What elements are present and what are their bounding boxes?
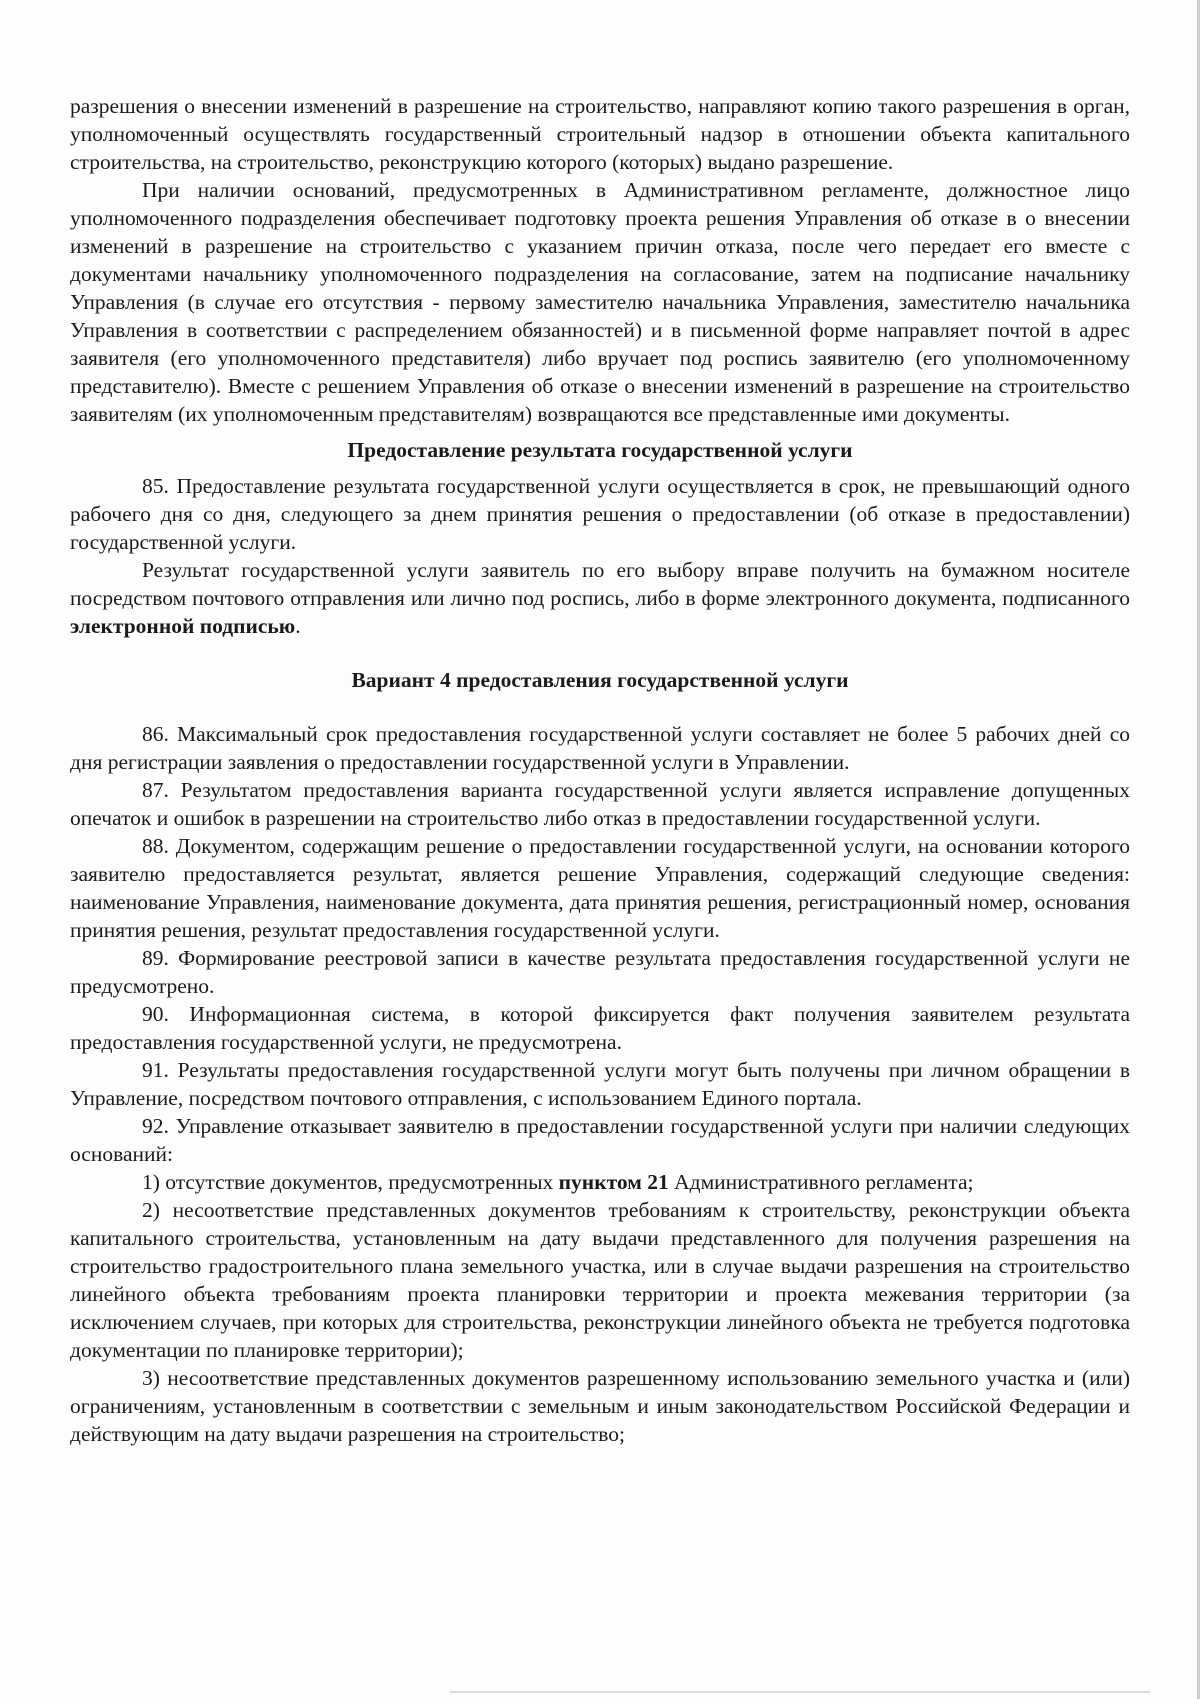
paragraph-result-text: Результат государственной услуги заявитель по его выбору вправе получить на бумажном носителе посредством почтового отправления или лично под роспись, либо в форме электронного документа, подписанного bbox=[70, 558, 1130, 610]
paragraph-85: 85. Предоставление результата государственной услуги осуществляется в срок, не превышающий одного рабочего дня со дня, следующего за днем принятия решения о предоставлении (об отказе в предоставлении) государственной услуги. bbox=[70, 474, 1130, 554]
paragraph-intro: разрешения о внесении изменений в разрешение на строительство, направляют копию такого разрешения в орган, уполномоченный осуществлять государственный строительный надзор в отношении объекта капитального строительства, на строительство, реконструкцию которого (которых) выдано разрешение. bbox=[70, 94, 1130, 174]
paragraph-result-receipt bbox=[70, 556, 1130, 640]
list-item-1-text: 1) отсутствие документов, предусмотренных bbox=[142, 1170, 559, 1194]
heading-result: Предоставление результата государственной услуги bbox=[347, 438, 853, 462]
paragraph-87: 87. Результатом предоставления варианта государственной услуги является исправление допущенных опечаток и ошибок в разрешении на строительство либо отказ в предоставлении государственной услуги. bbox=[70, 778, 1130, 830]
paragraph-88: 88. Документом, содержащим решение о предоставлении государственной услуги, на основании которого заявителю предоставляется результат, является решение Управления, содержащий следующие сведения: наименование Управления, наименование документа, дата принятия решения, регистрационный номер, основания принятия решения, результат предоставления государственной услуги. bbox=[70, 834, 1130, 942]
paragraph-89: 89. Формирование реестровой записи в качестве результата предоставления государственной услуги не предусмотрено. bbox=[70, 946, 1130, 998]
list-item-1-end: Административного регламента; bbox=[668, 1170, 974, 1194]
paragraph-refusal: При наличии оснований, предусмотренных в Административном регламенте, должностное лицо уполномоченного подразделения обеспечивает подготовку проекта решения Управления об отказе в о внесении изменений в разрешение на строительство с указанием причин отказа, после чего передает его вместе с документами начальнику уполномоченного подразделения на согласование, затем на подписание начальнику Управления (в случае его отсутствия - первому заместителю начальника Управления, заместителю начальника Управления в соответствии с распределением обязанностей) и в письменной форме направляет почтой в адрес заявителя (его уполномоченного представителя) либо вручает под роспись заявителю (его уполномоченному представителю). Вместе с решением Управления об отказе о внесении изменений в разрешение на строительство заявителям (их уполномоченным представителям) возвращаются все представленные ими документы. bbox=[70, 178, 1130, 426]
page-bottom-edge bbox=[450, 1691, 1150, 1693]
paragraph-90: 90. Информационная система, в которой фиксируется факт получения заявителем результата предоставления государственной услуги, не предусмотрена. bbox=[70, 1002, 1130, 1054]
paragraph-result-end: . bbox=[295, 614, 301, 638]
clause-21-reference: пунктом 21 bbox=[558, 1170, 669, 1194]
paragraph-91: 91. Результаты предоставления государственной услуги могут быть получены при личном обращении в Управление, посредством почтового отправления, с использованием Единого портала. bbox=[70, 1058, 1130, 1110]
list-item-1 bbox=[70, 1168, 1130, 1196]
paragraph-86: 86. Максимальный срок предоставления государственной услуги составляет не более 5 рабочих дней со дня регистрации заявления о предоставлении государственной услуги в Управлении. bbox=[70, 722, 1130, 774]
electronic-signature-term: электронной подписью bbox=[70, 614, 296, 638]
list-item-2: 2) несоответствие представленных документов требованиям к строительству, реконструкции объекта капитального строительства, установленным на дату выдачи представленного для получения разрешения на строительство градостроительного плана земельного участка, или в случае выдачи разрешения на строительство линейного объекта требованиям проекта планировки территории и проекта межевания территории (за исключением случаев, при которых для строительства, реконструкции линейного объекта не требуется подготовка документации по планировке территории); bbox=[70, 1198, 1130, 1362]
paragraph-92: 92. Управление отказывает заявителю в предоставлении государственной услуги при наличии следующих оснований: bbox=[70, 1114, 1130, 1166]
document-body bbox=[70, 92, 1130, 1448]
heading-variant-4: Вариант 4 предоставления государственной услуги bbox=[351, 668, 849, 692]
list-item-3: 3) несоответствие представленных документов разрешенному использованию земельного участка и (или) ограничениям, установленным в соответствии с земельным и иным законодательством Российской Федерации и действующим на дату выдачи разрешения на строительство; bbox=[70, 1366, 1130, 1446]
